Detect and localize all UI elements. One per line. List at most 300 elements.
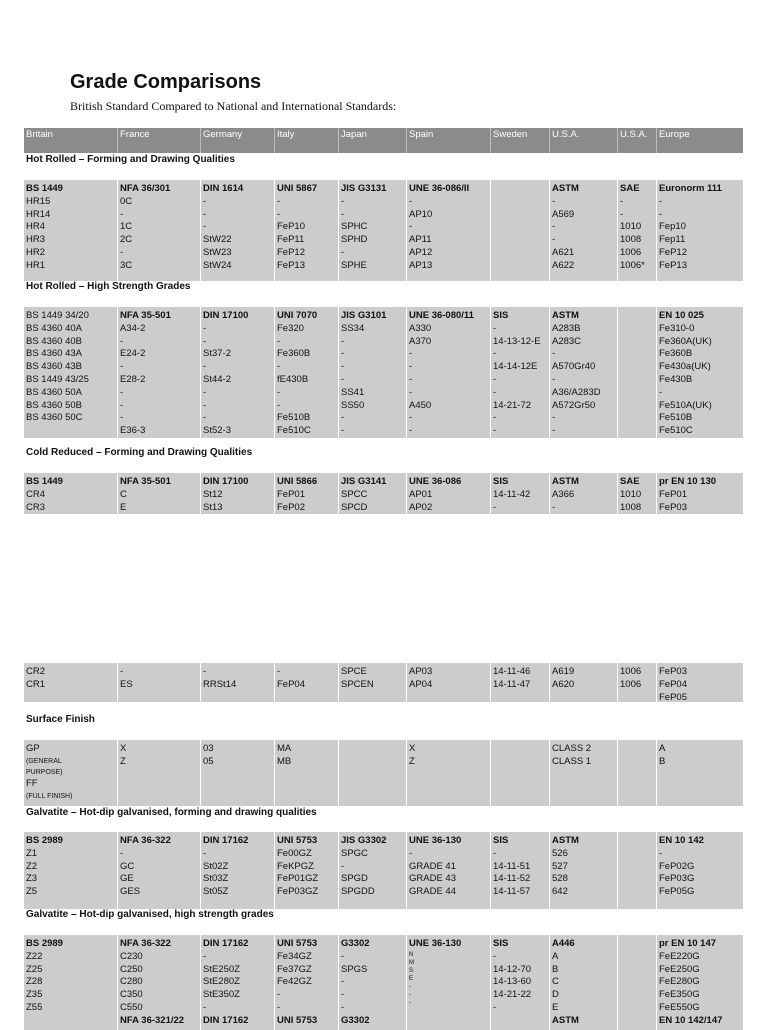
table-cell: JIS G3141 [341,476,387,487]
table-cell: 1006 [620,246,642,258]
table-cell: DIN 17162 [203,1014,249,1026]
table-cell: - [341,1001,345,1013]
table-cell: 1006 [620,666,642,677]
table-cell: FeP04 [277,678,305,690]
table-cell: BS 4360 50C [26,412,83,424]
table-column [338,832,406,909]
table-cell: 1006 [620,678,642,690]
table-cell: HR15 [26,195,51,207]
table-column [200,180,274,281]
table-cell: BS 1449 [26,183,63,194]
table-cell: D [552,989,559,1001]
table-cell: BS 1449 43/25 [26,373,89,385]
table-cell: 14-11-46 [493,666,531,677]
table-cell: A619 [552,666,575,677]
table-cell: SPGDD [341,886,375,898]
table-column [24,180,117,281]
table-cell: JIS G3131 [341,183,387,194]
table-cell: Z55 [26,1001,43,1013]
table-cell: UNI 5753 [277,938,318,949]
table-cell: 1C [120,221,133,233]
table-column [656,180,743,281]
table-cell: - [493,847,497,859]
table-cell: - [341,373,345,385]
table-cell: Z2 [26,860,38,872]
table-cell: MB [277,755,292,767]
table-cell: - [341,348,345,360]
table-cell: - [203,847,207,859]
table-cell: - [552,412,556,424]
section-block [24,180,743,281]
table-column [117,832,200,909]
table-cell: 14-14-12E [493,361,538,373]
table-cell: 1008 [620,501,642,513]
table-cell: - [552,221,556,233]
table-cell: Z1 [26,847,38,859]
table-cell: E [120,501,127,513]
table-column [200,740,274,806]
table-cell: SAE [620,183,640,194]
table-cell: StW22 [203,234,232,246]
table-cell: E [552,1001,559,1013]
table-cell: BS 4360 50A [26,386,82,398]
table-cell: SPCEN [341,678,374,690]
table-cell: FeP03 [659,666,687,677]
section-block [24,832,743,909]
table-cell: PURPOSE) [26,768,63,776]
table-cell: AP11 [409,234,432,246]
table-cell: Z3 [26,873,38,885]
table-cell: - [277,399,281,411]
table-cell: HR4 [26,221,46,233]
table-column [24,473,117,514]
table-cell: ASTM [552,835,579,846]
table-column [274,473,338,514]
table-cell: St37-2 [203,348,231,360]
table-cell: BS 4360 43A [26,348,82,360]
table-column [490,180,549,281]
table-cell: EN 10 025 [659,310,704,321]
table-cell: Fe430a(UK) [659,361,711,373]
table-cell: UNI 5866 [277,476,318,487]
table-cell: A621 [552,246,575,258]
header-cell: Japan [338,128,406,153]
table-cell: BS 2989 [26,835,63,846]
table-cell: G3302 [341,1014,370,1026]
table-column [24,663,117,702]
table-cell: - [203,322,207,334]
table-cell: StW24 [203,259,232,271]
table-cell: - [277,1001,281,1013]
table-cell: - [409,373,413,385]
table-cell: - [277,386,281,398]
table-cell: GC [120,860,135,872]
table-cell: pr EN 10 147 [659,938,717,949]
table-cell: N [409,951,414,958]
table-column [617,473,656,514]
table-column [617,663,656,702]
section-title: Hot Rolled – Forming and Drawing Qualities [26,154,235,165]
table-cell: FeP05G [659,886,695,898]
table-cell: BS 4360 50B [26,399,82,411]
table-cell: 3C [120,259,133,271]
table-cell: AP03 [409,666,433,677]
table-cell: FeP01 [659,488,687,500]
section-title: Galvatite – Hot-dip galvanised, forming and drawing qualities [26,807,317,818]
table-cell: StE280Z [203,976,240,988]
table-cell: EN 10 142/147 [659,1014,723,1026]
table-cell: CR2 [26,666,46,677]
table-column [549,663,617,702]
table-cell: A570Gr40 [552,361,596,373]
table-cell: SPHD [341,234,368,246]
table-column [656,307,743,438]
table-cell: Fe510A(UK) [659,399,712,411]
table-cell: BS 4360 43B [26,361,82,373]
table-column [117,935,200,1030]
table-column [406,832,490,909]
table-cell: - [203,950,207,962]
table-cell: Fe320 [277,322,304,334]
table-cell: - [341,860,345,872]
table-cell: A330 [409,322,432,334]
table-cell: A446 [552,938,575,949]
section-block [24,935,743,1030]
table-column [617,832,656,909]
table-cell: AP13 [409,259,433,271]
table-cell: Fe360A(UK) [659,335,712,347]
table-cell: SIS [493,938,509,949]
table-cell: - [493,412,497,424]
table-cell: - [341,195,345,207]
table-cell: - [552,195,556,207]
table-cell: Fep10 [659,221,686,233]
table-cell: - [620,195,624,207]
table-cell: BS 4360 40B [26,335,82,347]
table-cell: fE430B [277,373,309,385]
table-cell: FeP13 [277,259,305,271]
table-cell: St03Z [203,873,229,885]
page-title: Grade Comparisons [70,71,262,93]
table-cell: FeP10 [277,221,305,233]
table-cell: - [120,208,124,220]
table-cell: FeE280G [659,976,700,988]
table-cell: - [620,208,624,220]
table-cell: Fe360B [277,348,311,360]
section-block [24,663,743,702]
table-cell: GRADE 43 [409,873,456,885]
table-column [490,832,549,909]
table-column [338,740,406,806]
table-column [338,307,406,438]
table-cell: St02Z [203,860,229,872]
table-cell: DIN 17162 [203,938,249,949]
table-cell: - [120,246,124,258]
table-cell: FeE350G [659,989,700,1001]
table-cell: UNE 36-086/II [409,183,470,194]
header-cell: Germany [200,128,274,153]
table-column [200,663,274,702]
table-cell: - [409,412,413,424]
table-cell: SPHC [341,221,368,233]
table-cell: - [203,221,207,233]
table-cell: St52-3 [203,425,231,437]
table-cell: SPGS [341,963,368,975]
table-cell: ASTM [552,183,579,194]
table-header [24,128,743,153]
header-cell: Britain [26,129,53,140]
table-cell: - [341,412,345,424]
table-cell: DIN 17100 [203,310,249,321]
table-cell: 1008 [620,234,642,246]
table-cell: UNI 7070 [277,310,318,321]
table-cell: BS 1449 [26,476,63,487]
table-cell: - [552,373,556,385]
table-cell: RRSt14 [203,678,237,690]
section-title: Hot Rolled – High Strength Grades [26,281,191,292]
table-cell: 1006* [620,259,645,271]
table-column [406,307,490,438]
table-cell: E36-3 [120,425,146,437]
table-cell: - [659,386,663,398]
table-cell: C250 [120,963,143,975]
table-cell: St12 [203,488,223,500]
table-cell: C230 [120,950,143,962]
table-cell: FeP01 [277,488,305,500]
table-cell: 14-11-42 [493,488,531,500]
table-column [656,663,743,702]
table-cell: StE350Z [203,989,240,1001]
table-cell: - [341,989,345,1001]
table-cell: A370 [409,335,432,347]
table-column [274,740,338,806]
table-cell: C550 [120,1001,143,1013]
table-column [490,307,549,438]
table-cell: - [341,208,345,220]
table-cell: - [203,412,207,424]
table-cell: Fe510B [277,412,311,424]
table-cell: FeP01GZ [277,873,319,885]
table-cell: JIS G3302 [341,835,387,846]
table-cell: SS50 [341,399,365,411]
table-column [549,935,617,1030]
table-cell: A569 [552,208,575,220]
table-cell: 14-13-60 [493,976,532,988]
table-column [490,663,549,702]
table-column [338,663,406,702]
table-column [274,832,338,909]
table-cell: - [203,195,207,207]
table-cell: - [659,847,663,859]
table-cell: - [409,847,413,859]
table-column [656,473,743,514]
table-cell: FeP13 [659,259,687,271]
table-cell: St05Z [203,886,229,898]
table-cell: FeP05 [659,691,687,702]
table-column [200,473,274,514]
table-cell: A366 [552,488,575,500]
table-cell: - [341,335,345,347]
table-cell: 1010 [620,221,642,233]
table-cell: 526 [552,847,568,859]
table-cell: - [277,666,281,677]
table-cell: A [552,950,559,962]
table-cell: 0C [120,195,133,207]
table-cell: - [409,983,411,990]
table-cell: SPGD [341,873,368,885]
table-cell: FeP12 [277,246,305,258]
table-cell: FeP02 [277,501,305,513]
table-column [549,832,617,909]
table-cell: SS41 [341,386,365,398]
section-title: Galvatite – Hot-dip galvanised, high strength grades [26,909,274,920]
table-column [549,473,617,514]
table-column [274,307,338,438]
table-cell: - [120,361,124,373]
table-cell: SIS [493,310,509,321]
table-cell: (FULL FINISH) [26,792,73,800]
table-cell: - [493,373,497,385]
table-column [617,307,656,438]
table-cell: - [493,386,497,398]
table-cell: C280 [120,976,143,988]
table-cell: SIS [493,835,509,846]
table-column [338,473,406,514]
page-subtitle: British Standard Compared to National and International Standards: [70,99,397,113]
table-cell: - [409,386,413,398]
table-cell: - [120,335,124,347]
table-cell: 03 [203,743,214,754]
table-cell: CR3 [26,501,46,513]
table-column [117,473,200,514]
table-cell: FeE250G [659,963,700,975]
table-cell: E24-2 [120,348,146,360]
table-cell: FeP03 [659,501,687,513]
table-column [24,307,117,438]
table-cell: AP10 [409,208,433,220]
table-column [117,180,200,281]
table-cell: (GENERAL [26,757,62,765]
table-cell: St13 [203,501,223,513]
table-cell: DIN 1614 [203,183,244,194]
table-cell: - [493,950,497,962]
table-cell: UNI 5753 [277,835,318,846]
table-cell: Fe510C [659,425,693,437]
table-cell: - [552,501,556,513]
table-cell: Fe430B [659,373,693,385]
table-cell: S [409,967,414,974]
table-cell: FeP12 [659,246,687,258]
table-cell: Z28 [26,976,43,988]
table-cell: 14-13-12-E [493,335,541,347]
table-cell: - [120,847,124,859]
table-cell: NFA 36-321/22 [120,1014,185,1026]
table-cell: SPHE [341,259,367,271]
table-cell: - [659,195,663,207]
table-column [656,935,743,1030]
table-cell: Fe34GZ [277,950,312,962]
table-cell: EN 10 142 [659,835,704,846]
table-column [274,663,338,702]
table-cell: 1010 [620,488,642,500]
table-cell: MA [277,743,292,754]
table-cell: DIN 17100 [203,476,249,487]
table-cell: - [341,950,345,962]
table-cell: - [341,976,345,988]
table-cell: AP04 [409,678,433,690]
table-cell: - [341,425,345,437]
table-cell: HR2 [26,246,46,258]
table-column [490,935,549,1030]
table-cell: Fe37GZ [277,963,312,975]
table-cell: FeE220G [659,950,700,962]
table-cell: Fe360B [659,348,693,360]
table-column [24,832,117,909]
table-cell: - [203,1001,207,1013]
table-cell: 14-11-57 [493,886,531,898]
table-cell: - [409,991,411,998]
table-cell: ASTM [552,1014,579,1026]
table-cell: - [203,399,207,411]
table-cell: C350 [120,989,143,1001]
table-cell: SPCC [341,488,368,500]
header-cell: U.S.A. [617,128,656,153]
table-column [117,307,200,438]
table-column [549,307,617,438]
table-cell: SIS [493,476,509,487]
table-cell: GRADE 44 [409,886,456,898]
table-cell: E [409,975,414,982]
table-column [617,935,656,1030]
table-cell: FeP02G [659,860,695,872]
table-cell: SPGC [341,847,368,859]
table-cell: ASTM [552,476,579,487]
table-cell: HR14 [26,208,51,220]
table-cell: - [409,221,413,233]
table-column [490,740,549,806]
table-cell: Fe310-0 [659,322,695,334]
table-cell: - [277,195,281,207]
table-cell: - [493,1001,497,1013]
table-cell: 527 [552,860,568,872]
table-cell: GP [26,743,40,754]
table-cell: FeKPGZ [277,860,314,872]
table-cell: HR1 [26,259,46,271]
section-block [24,740,743,806]
table-cell: G3302 [341,938,370,949]
table-cell: GES [120,886,141,898]
table-cell: - [409,348,413,360]
table-cell: SPCD [341,501,368,513]
table-column [338,180,406,281]
table-column [406,740,490,806]
table-cell: FeP04 [659,678,687,690]
table-cell: - [409,999,411,1006]
table-cell: 14-11-51 [493,860,531,872]
table-cell: CR1 [26,678,46,690]
table-cell: SPCE [341,666,367,677]
table-cell: Z5 [26,886,38,898]
table-cell: SAE [620,476,640,487]
table-cell: A620 [552,678,575,690]
table-column [406,180,490,281]
table-cell: E28-2 [120,373,146,385]
table-cell: - [341,361,345,373]
table-cell: UNE 36-130 [409,938,462,949]
header-cell: Sweden [490,128,549,153]
table-cell: Fe00GZ [277,847,312,859]
table-cell: JIS G3101 [341,310,387,321]
